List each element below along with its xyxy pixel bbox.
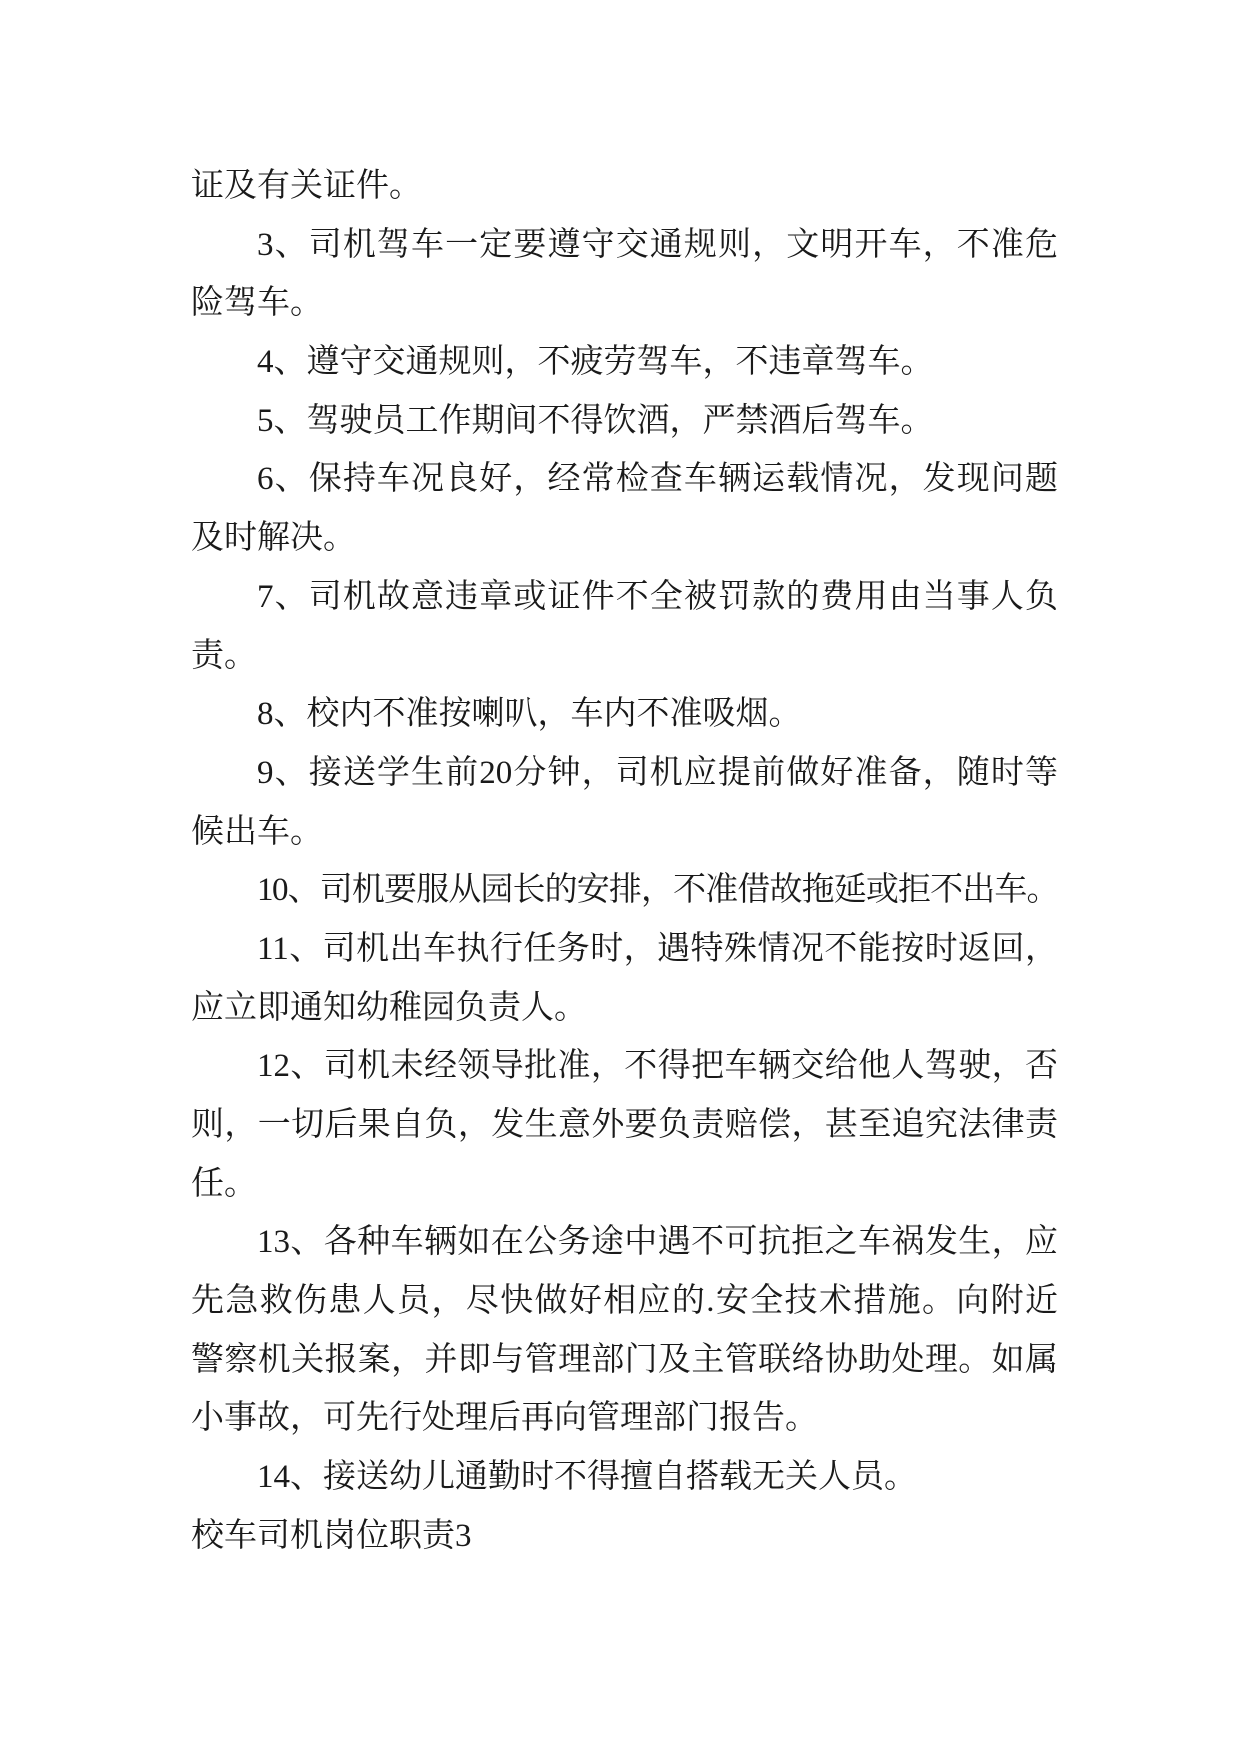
rule-item (191, 216, 1058, 333)
rule-item-line: 6、保持车况良好，经常检查车辆运载情况，发现问题 (257, 461, 1058, 498)
rule-item-line: 7、司机故意违章或证件不全被罚款的费用由当事人负 (257, 578, 1058, 615)
rule-item-line: 及时解决。 (191, 520, 356, 557)
rule-item-line: 小事故，可先行处理后再向管理部门报告。 (191, 1400, 818, 1437)
rule-item-line: 5、驾驶员工作期间不得饮酒，严禁酒后驾车。 (257, 402, 934, 439)
rule-item-line: 先急救伤患人员，尽快做好相应的.安全技术措施。向附近 (191, 1283, 1058, 1320)
section-heading: 校车司机岗位职责3 (191, 1517, 472, 1554)
rule-item-line: 11、司机出车执行任务时，遇特殊情况不能按时返回， (257, 930, 1058, 967)
rule-item-line: 候出车。 (191, 813, 323, 850)
rule-item (191, 1037, 1058, 1213)
rule-item-line: 14、接送幼儿通勤时不得擅自搭载无关人员。 (257, 1459, 917, 1496)
rule-item (191, 333, 1058, 392)
rule-item-line: 3、司机驾车一定要遵守交通规则，文明开车，不准危 (257, 226, 1058, 263)
rule-item (191, 1213, 1058, 1448)
rule-item-line: 则，一切后果自负，发生意外要负责赔偿，甚至追究法律责 (191, 1107, 1058, 1143)
continued-paragraph (191, 157, 1058, 216)
rule-item (191, 450, 1058, 567)
rule-item (191, 568, 1058, 685)
rule-item (191, 1448, 1058, 1507)
rule-item (191, 744, 1058, 861)
rule-item-line: 10、司机要服从园长的安排，不准借故拖延或拒不出车。 (257, 872, 1058, 909)
rule-item (191, 861, 1058, 920)
rule-item-line: 13、各种车辆如在公务途中遇不可抗拒之车祸发生，应 (257, 1224, 1058, 1261)
rule-item (191, 685, 1058, 744)
rule-item-line: 8、校内不准按喇叭，车内不准吸烟。 (257, 696, 802, 733)
rule-item-line: 任。 (191, 1165, 257, 1202)
rule-item (191, 920, 1058, 1037)
document-page (191, 157, 1058, 1566)
rule-item-line: 4、遵守交通规则，不疲劳驾车，不违章驾车。 (257, 344, 934, 381)
rule-item-line: 12、司机未经领导批准，不得把车辆交给他人驾驶，否 (257, 1048, 1058, 1085)
rule-item-line: 应立即通知幼稚园负责人。 (191, 989, 587, 1026)
rule-item-line: 险驾车。 (191, 285, 323, 322)
rule-item-line: 警察机关报案，并即与管理部门及主管联络协助处理。如属 (191, 1341, 1058, 1378)
rule-item-line: 责。 (191, 637, 257, 674)
rule-item-line: 9、接送学生前20分钟，司机应提前做好准备，随时等 (257, 754, 1058, 791)
paragraph-line: 证及有关证件。 (191, 168, 422, 204)
rule-item (191, 392, 1058, 451)
